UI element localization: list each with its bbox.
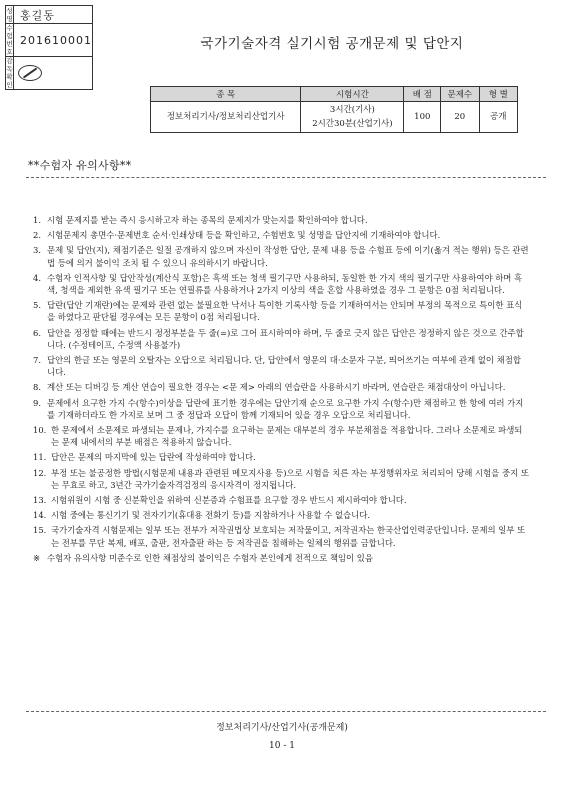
- notice-num: 3.: [33, 245, 41, 256]
- notice-item: [33, 214, 529, 226]
- notice-text: 시험문제지 총면수·문제번호 순서·인쇄상태 등을 확인하고, 수험번호 및 성명을 답안지에 기재하여야 합니다.: [47, 230, 441, 241]
- footer-text: 정보처리기사/산업기사(공개문제): [216, 723, 348, 733]
- notice-text: 시험 중에는 통신기기 및 전자기기(휴대용 전화기 등)를 지참하거나 사용할 수 없습니다.: [51, 510, 370, 521]
- notice-text: 계산 또는 디버깅 등 계산 연습이 필요한 경우는 <문 제> 아래의 연습란을 사용하시기 바라며, 연습란은 채점대상이 아닙니다.: [47, 382, 506, 393]
- notice-text: 문제 및 답안(지), 채점기준은 일절 공개하지 않으며 자신이 작성한 답안, 문제 내용 등을 수험표 등에 이기(옮겨 적는 행위) 등은 관련 법 등에 의거 불이익 조치 될 수 있으니 유의하시기 바랍니다.: [47, 245, 529, 268]
- notice-num: 6.: [33, 327, 41, 338]
- notice-text: 수험자 인적사항 및 답안작성(계산식 포함)은 흑색 또는 청색 필기구만 사용하되, 동일한 한 가지 색의 필기구만 사용하여야 하며 흑색, 청색을 제외한 유색 필기구 또는 연필류를 사용하거나 2가지 이상의 색을 혼합 사용하였을 경우 그 문항은 0점 처리됩니다.: [47, 272, 523, 296]
- notice-item: [33, 299, 529, 323]
- note-text: 수험자 유의사항 미준수로 인한 채점상의 불이익은 수험자 본인에게 전적으로 책임이 있음: [47, 552, 373, 563]
- caution-header: **수험자 유의사항**: [28, 159, 132, 172]
- cell-score: 100: [404, 102, 441, 133]
- time-line1: 3시간(기사): [329, 105, 375, 115]
- notice-num: 14.: [33, 510, 47, 521]
- notice-num: 15.: [33, 525, 47, 536]
- notice-text: 답안을 정정할 때에는 반드시 정정부분을 두 줄(=)로 그어 표시하여야 하며, 두 줄로 긋지 않은 답안은 정정하지 않은 것으로 간주합니다. (수정테이프, 수정액 사용불가): [47, 327, 524, 350]
- notice-text: 답안의 한글 또는 영문의 오탈자는 오답으로 처리됩니다. 단, 답안에서 영문의 대·소문자 구분, 띄어쓰기는 여부에 관계 없이 채점합니다.: [47, 355, 521, 378]
- note-mark: ※: [33, 552, 41, 563]
- header-subject: 종 목: [151, 87, 301, 102]
- candidate-box: [5, 5, 93, 90]
- notice-num: 10.: [33, 425, 47, 436]
- notice-num: 12.: [33, 467, 47, 478]
- page-number: 10 - 1: [269, 741, 295, 751]
- notice-num: 13.: [33, 495, 47, 506]
- notice-num: 7.: [33, 355, 41, 366]
- notice-item: [33, 509, 529, 521]
- time-line2: 2시간30분(산업기사): [312, 119, 393, 129]
- notice-item: [33, 381, 529, 393]
- cell-type: 공개: [479, 102, 517, 133]
- header-score: 배 점: [404, 87, 441, 102]
- notice-text: 국가기술자격 시험문제는 일부 또는 전부가 저작권법상 보호되는 저작물이고, 저작권자는 한국산업인력공단입니다. 문제의 일부 또는 전부를 무단 복제, 배포, 출판, 전자출판 하는 등 저작권을 침해하는 일체의 행위를 금합니다.: [51, 525, 526, 548]
- divider-bottom: [26, 711, 546, 712]
- number-label-line2: 번호: [6, 40, 13, 56]
- cell-count: 20: [441, 102, 479, 133]
- header-count: 문제수: [441, 87, 479, 102]
- notice-text: 시험 문제지를 받는 즉시 응시하고자 하는 종목의 문제지가 맞는지를 확인하여야 합니다.: [47, 215, 368, 225]
- notice-item: [33, 524, 529, 548]
- notice-item: [33, 244, 529, 268]
- signature-mark: [18, 65, 42, 81]
- notice-text: 답란(답안 기재란)에는 문제와 관련 없는 불필요한 낙서나 특이한 기록사항 등을 기재하여서는 안되며 부정의 목적으로 특이한 표식을 하였다고 판단될 경우에는 모든 문항이 0점 처리됩니다.: [47, 300, 523, 323]
- header-time: 시험시간: [301, 87, 404, 102]
- notice-text: 한 문제에서 소문제로 파생되는 문제나, 가지수를 요구하는 문제는 대부분의 경우 부분채점을 적용합니다. 그러나 소문제로 파생되는 문제 내에서의 부분 배점은 적용하지 않습니다.: [51, 425, 523, 448]
- exam-info-table: [150, 86, 518, 133]
- number-label-line1: 수험: [6, 24, 13, 40]
- notice-text: 부정 또는 불공정한 방법(시험문제 내용과 관련된 메모지사용 등)으로 시험을 치른 자는 부정행위자로 처리되어 당해 시험을 중지 또는 무효로 하고, 3년간 국가기술자격검정의 응시자격이 정지됩니다.: [51, 467, 529, 490]
- notice-item: [33, 354, 529, 378]
- name-label: 성명: [6, 6, 13, 23]
- notice-num: 8.: [33, 382, 41, 393]
- notice-num: 9.: [33, 397, 41, 408]
- supervisor-label-line1: 감독: [6, 57, 13, 73]
- notice-item: [33, 467, 529, 491]
- notice-num: 2.: [33, 230, 41, 241]
- supervisor-signature: [14, 57, 93, 90]
- name-value: 홍길동: [14, 6, 93, 24]
- cell-subject: 정보처리기사/정보처리산업기사: [151, 102, 301, 133]
- notice-item: [33, 272, 529, 296]
- notice-item: [33, 327, 529, 351]
- notice-num: 11.: [33, 452, 47, 463]
- notice-num: 1.: [33, 215, 41, 225]
- notice-item: [33, 397, 529, 421]
- notice-item: [33, 451, 529, 463]
- document-title: 국가기술자격 실기시험 공개문제 및 답안지: [200, 36, 464, 52]
- number-label: [6, 24, 14, 57]
- notice-item: [33, 494, 529, 506]
- notice-text: 문제에서 요구한 가지 수(항수)이상을 답란에 표기한 경우에는 답안기재 순으로 요구한 가지 수(항수)만 채점하고 한 항에 여러 가지를 기재하더라도 한 가지로 보며 그 중 정답과 오답이 함께 기재되어 있을 경우 오답으로 처리됩니다.: [47, 397, 524, 420]
- notice-text: 시험위원이 시험 중 신분확인을 위하여 신분증과 수험표를 요구할 경우 반드시 제시하여야 합니다.: [51, 495, 407, 506]
- notice-item: [33, 424, 529, 448]
- cell-time: [301, 102, 404, 133]
- supervisor-label: [6, 57, 14, 90]
- notice-num: 4.: [33, 272, 41, 283]
- notice-num: 5.: [33, 300, 41, 311]
- notice-list: [33, 214, 529, 564]
- liability-note: [33, 552, 529, 564]
- notice-item: [33, 229, 529, 241]
- number-value: 201610001: [14, 24, 93, 57]
- notice-text: 답안은 문제의 마지막에 있는 답란에 작성하여야 합니다.: [51, 452, 256, 463]
- supervisor-label-line2: 확인: [6, 73, 13, 89]
- divider-top: [26, 177, 546, 178]
- header-type: 형 별: [479, 87, 517, 102]
